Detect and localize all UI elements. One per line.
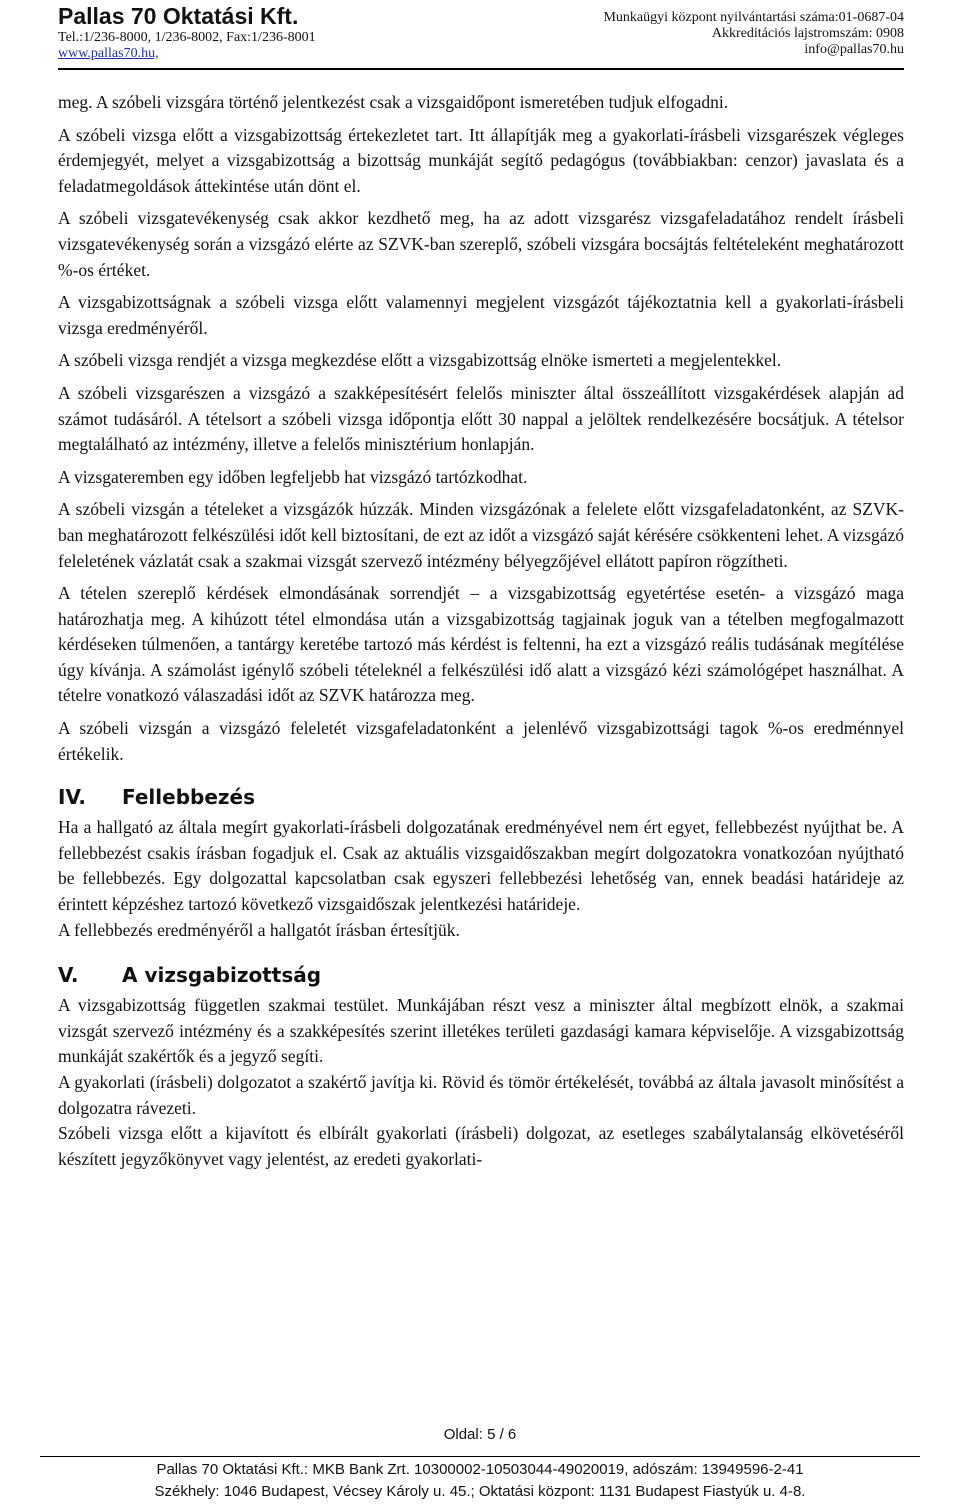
paragraph-drawing-topics: A szóbeli vizsgán a tételeket a vizsgázók húzzák. Minden vizsgázónak a felelete előtt vizsgafeladatonként, az SZVK-ban meghatározott felkészülési időt kell biztosítani, de ezt az időt a vizsgázó saját kérésére csökkenteni lehet. A vizsgázó feleletének vázlatát csak a szakmai vizsgát szervező intézmény bélyegzőjével ellátott papíron rögzítheti. [58,499,905,571]
paragraph-grading: A gyakorlati (írásbeli) dolgozatot a szakértő javítja ki. Rövid és tömör értékelését, továbbá az általa javasolt minősítést a dolgozatra rávezeti. [58,1072,904,1118]
paragraph-exam-questions: A szóbeli vizsgarészen a vizsgázó a szakképesítésért felelős miniszter által összeállított vizsgakérdések alapján ad számot tudásáról. A tételsort a szóbeli vizsga időpontja előtt 30 nappal a jelöltek rendelkezésére bocsátjuk. A tételsor megtalálható az intézmény, illetve a felelős minisztérium honlapján. [58,382,904,455]
footer-address: Székhely: 1046 Budapest, Vécsey Károly u. 45.; Oktatási központ: 1131 Budapest Fiastyúk u. 4-8. [154,1483,806,1500]
header-phone: Tel.:1/236-8000, 1/236-8002, Fax:1/236-8001 [58,30,316,45]
header-accreditation: Akkreditációs lajstromszám: 0908 [711,26,904,41]
website-link[interactable]: www.pallas70.hu, [58,46,159,61]
page-header [58,2,904,70]
paragraph-committee: A vizsgabizottság független szakmai testület. Munkájában részt vesz a miniszter által megbízott elnök, a szakmai vizsgát szervező intézmény és a szakképesítés szerint illetékes területi gazdasági kamara képviselője. A vizsgabizottság munkáját szakértők és a jegyző segíti. [58,995,904,1067]
paragraph-committee-meeting-lead: A szóbeli vizsga előtt a vizsgabizottság értekezletet tart. [58,124,463,145]
company-name: Pallas 70 Oktatási Kft. [58,3,299,29]
paragraph-oral-start: A szóbeli vizsgatevékenység csak akkor kezdhető meg, ha az adott vizsgarész vizsgafeladatához rendelt írásbeli vizsgatevékenység során a vizsgázó elérte az SZVK-ban szereplő, szóbeli vizsgára bocsájtás feltételeként meghatározott %-os értéket. [58,208,904,280]
header-left [58,2,316,62]
paragraph-committee-meeting [58,123,904,200]
page-footer [40,1456,920,1503]
section-heading-appeal [58,783,904,811]
header-registration: Munkaügyi központ nyilvántartási száma:01-0687-04 [603,10,904,25]
paragraph-inform-results: A vizsgabizottságnak a szóbeli vizsga előtt valamennyi megjelent vizsgázót tájékoztatnia kell a gyakorlati-írásbeli vizsga eredményéről. [58,292,904,338]
section-number: IV. [58,785,86,810]
paragraph-appeal-result: A fellebbezés eredményéről a hallgatót írásban értesítjük. [58,919,460,940]
paragraph-appeal: Ha a hallgató az általa megírt gyakorlati-írásbeli dolgozatának eredményével nem ért egyet, fellebbezést nyújthat be. A fellebbezést csakis írásban fogadjuk el. Csak az aktuális vizsgaidőszakban megírt dolgozatokra vonatkozóan nyújtható be fellebbezés. Egy dolgozattal kapcsolatban csak egyszeri fellebbezési lehetőség van, ennek beadási határideje az érintett képzéshez tartozó következő vizsgaidőszak jelentkezési határideje. [58,817,904,915]
header-right [603,2,904,58]
paragraph-exam-order: A szóbeli vizsga rendjét a vizsga megkezdése előtt a vizsgabizottság elnöke ismerteti a megjelentekkel. [58,350,782,371]
email-link[interactable]: info@pallas70.hu [804,42,904,57]
section-title: A vizsgabizottság [122,963,322,988]
paragraph-evaluation: A szóbeli vizsgán a vizsgázó feleletét vizsgafeladatonként a jelenlévő vizsgabizottsági tagok %-os eredménnyel értékelik. [58,718,904,764]
paragraph-exam-registration: meg. A szóbeli vizsgára történő jelentkezést csak a vizsgaidőpont ismeretében tudjuk elfogadni. [58,92,729,112]
paragraph-committee-meeting-body: Itt állapítják meg a gyakorlati-írásbeli vizsgarészek végleges érdemjegyét, melyet a vizsgabizottság a bizottság munkáját segítő pedagógus (továbbiakban: cenzor) javaslata és a feladatmegoldások áttekintése után dönt el. [58,124,904,196]
paragraph-room-capacity: A vizsgateremben egy időben legfeljebb hat vizsgázó tartózkodhat. [58,466,528,487]
paragraph-question-order: A tételen szereplő kérdések elmondásának sorrendjét – a vizsgabizottság egyetértése esetén- a vizsgázó maga határozhatja meg. A kihúzott tétel elmondása után a vizsgabizottság tagjainak joguk van a tételben megfogalmazott kérdéseken túlmenően, a tantárgy keretébe tartozó más kérdést is feltenni, ha ezt a vizsgázó reális tudásának megítélése úgy kívánja. A számolást igénylő szóbeli tételeknél a felkészülési idő alatt a vizsgázó kézi számológépet használhat. A tételre vonatkozó válaszadási időt az SZVK határozza meg. [58,583,904,706]
paragraph-oral-before: Szóbeli vizsga előtt a kijavított és elbírált gyakorlati (írásbeli) dolgozat, az esetleges szabálytalanság elkövetéséről készített jegyzőkönyvet vagy jelentést, az eredeti gyakorlati- [58,1123,904,1169]
footer-bank-info: Pallas 70 Oktatási Kft.: MKB Bank Zrt. 10300002-10503044-49020019, adószám: 13949596-2-41 [156,1461,804,1478]
section-number: V. [58,963,79,988]
document-body [58,90,904,1172]
section-title: Fellebbezés [122,785,255,810]
section-heading-committee [58,961,904,989]
page-number: Oldal: 5 / 6 [443,1426,517,1443]
